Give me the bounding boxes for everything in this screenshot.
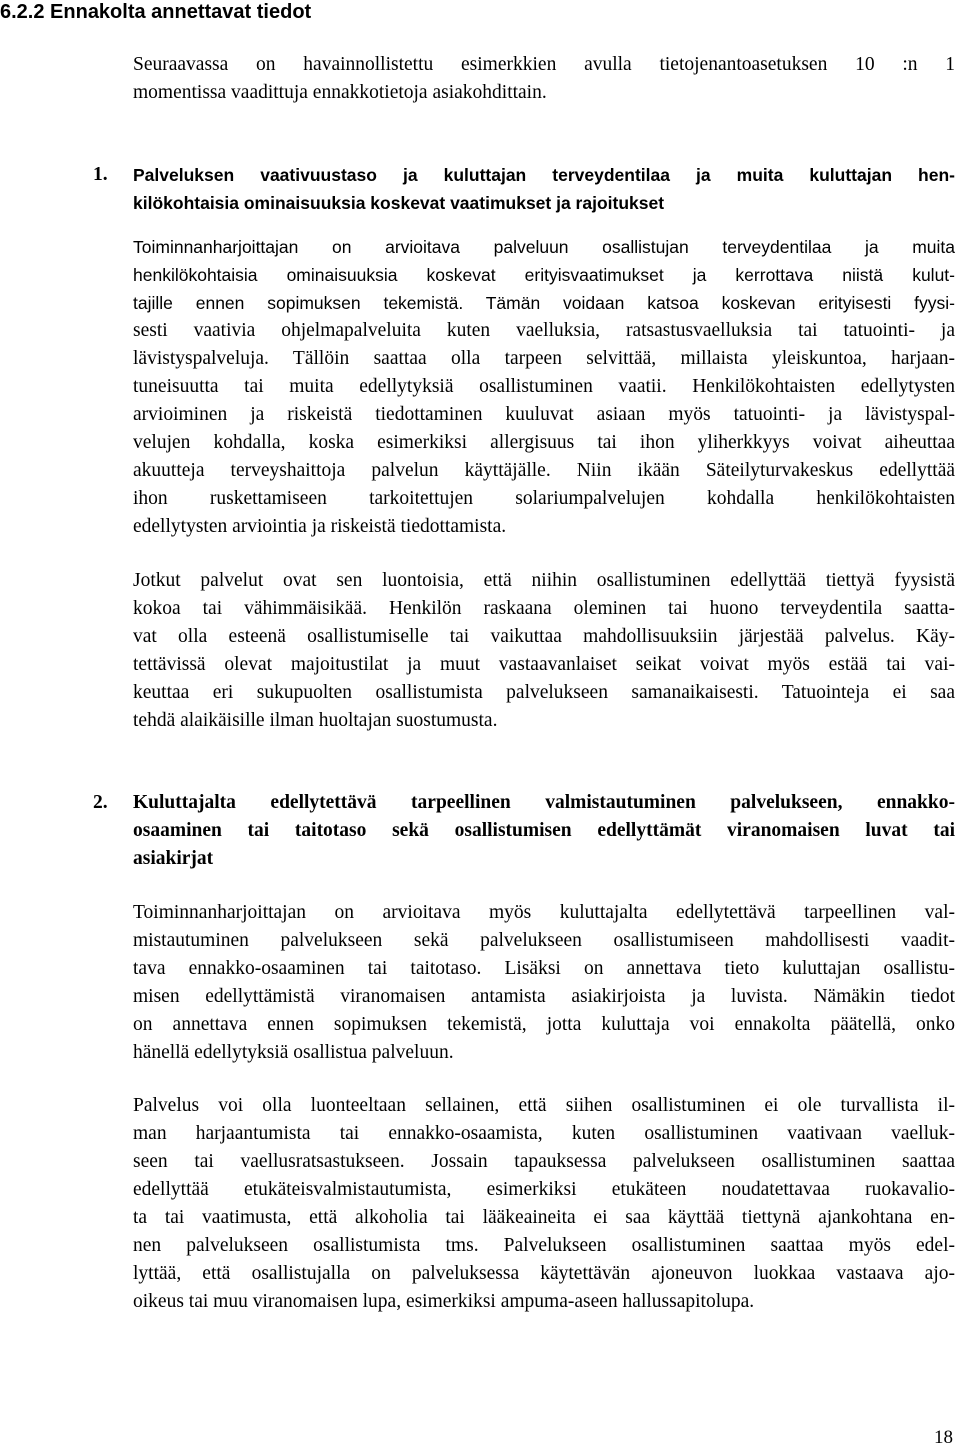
text-line: lyttää, että osallistujalla on palveluksessa käytettävän ajoneuvon luokkaa vastaava ajo- [133, 1263, 955, 1284]
item-title [133, 161, 955, 217]
text-line: Jotkut palvelut ovat sen luontoisia, että niihin osallistuminen edellyttää tiettyä fyysistä [133, 570, 955, 591]
text-line: tajille ennen sopimuksen tekemistä. Tämän voidaan katsoa koskevan erityisesti fyysi- [133, 293, 955, 313]
item-2-paragraph-1 [133, 899, 955, 1067]
title-line: Kuluttajalta edellytettävä tarpeellinen valmistautuminen palvelukseen, ennakko- [133, 792, 955, 813]
text-line: Toiminnanharjoittajan on arvioitava myös kuluttajalta edellytettävä tarpeellinen val- [133, 902, 955, 923]
text-line: seen tai vaellusratsastukseen. Jossain tapauksessa palvelukseen osallistuminen saattaa [133, 1151, 955, 1172]
text-line: tuneisuutta tai muita edellytyksiä osallistuminen vaatii. Henkilökohtaisten edellytysten [133, 376, 955, 397]
text-line: akuutteja terveyshaittoja palvelun käyttäjälle. Niin ikään Säteilyturvakeskus edellyttää [133, 460, 955, 481]
text-line: edellytysten arviointia ja riskeistä tiedottamista. [133, 516, 507, 537]
text-line: vat olla esteenä osallistumiselle tai vaikuttaa mahdollisuuksiin järjestää palvelus. Käy- [133, 626, 955, 647]
text-line: keuttaa eri sukupuolten osallistumista palvelukseen samanaikaisesti. Tatuointeja ei saa [133, 682, 955, 703]
text-line: mistautuminen palvelukseen sekä palvelukseen osallistumiseen mahdollisesti vaadit- [133, 930, 955, 951]
page-number: 18 [934, 1427, 953, 1448]
text-line: oikeus tai muu viranomaisen lupa, esimerkiksi ampuma-aseen hallussapitolupa. [133, 1291, 755, 1312]
text-line: sesti vaativia ohjelmapalveluita kuten vaelluksia, ratsastusvaelluksia tai tatuointi- ja [133, 320, 955, 341]
text-line: momentissa vaadittuja ennakkotietoja asiakohdittain. [133, 82, 547, 103]
text-line: tettävissä olevat majoitustilat ja muut vastaavanlaiset seikat voivat myös estää tai vai- [133, 654, 955, 675]
title-line: asiakirjat [133, 848, 214, 869]
text-line: kokoa tai vähimmäisikää. Henkilön raskaana oleminen tai huono terveydentila saatta- [133, 598, 955, 619]
text-line: man harjaantumista tai ennakko-osaamista, kuten osallistuminen vaativaan vaelluk- [133, 1123, 955, 1144]
item-1-paragraph-1 [133, 233, 955, 541]
text-line: edellyttää etukäteisvalmistautumista, esimerkiksi etukäteen noudatettavaa ruokavalio- [133, 1179, 955, 1200]
text-line: tehdä alaikäisille ilman huoltajan suostumusta. [133, 710, 498, 731]
section-heading: 6.2.2 Ennakolta annettavat tiedot [0, 1, 312, 23]
intro-paragraph [133, 51, 955, 107]
text-line: Toiminnanharjoittajan on arvioitava palveluun osallistujan terveydentilaa ja muita [133, 237, 955, 257]
text-line: Palvelus voi olla luonteeltaan sellainen, että siihen osallistuminen ei ole turvallista il- [133, 1095, 955, 1116]
text-line: velujen kohdalla, koska esimerkiksi allergisuus tai ihon yliherkkyys voivat aiheuttaa [133, 432, 955, 453]
text-line: ihon ruskettamiseen tarkoitettujen solariumpalvelujen kohdalla henkilökohtaisten [133, 488, 955, 509]
text-line: misen edellyttämistä viranomaisen antamista asiakirjoista ja luvista. Nämäkin tiedot [133, 986, 955, 1007]
text-line: hänellä edellytyksiä osallistua palveluun. [133, 1042, 454, 1063]
title-line: Palveluksen vaativuustaso ja kuluttajan terveydentilaa ja muita kuluttajan hen- [133, 165, 955, 185]
item-1-paragraph-2 [133, 567, 955, 735]
text-line: arvioiminen ja riskeistä tiedottaminen kuuluvat asiaan myös tatuointi- ja lävistyspal- [133, 404, 955, 425]
text-line: on annettava ennen sopimuksen tekemistä, jotta kuluttaja voi ennakolta päätellä, onko [133, 1014, 955, 1035]
title-line: kilökohtaisia ominaisuuksia koskevat vaatimukset ja rajoitukset [133, 193, 665, 213]
text-line: lävistyspalveluja. Tällöin saattaa olla tarpeen selvittää, millaista yleiskuntoa, harjaan- [133, 348, 955, 369]
item-2-paragraph-2 [133, 1092, 955, 1316]
text-line: henkilökohtaisia ominaisuuksia koskevat erityisvaatimukset ja kerrottava niistä kulut- [133, 265, 955, 285]
text-line: ta tai vaatimusta, että alkoholia tai lääkeaineita ei saa käyttää tiettynä ajankohtana en- [133, 1207, 955, 1228]
text-line: Seuraavassa on havainnollistettu esimerkkien avulla tietojenantoasetuksen 10 :n 1 [133, 54, 955, 75]
text-line: nen palvelukseen osallistumista tms. Palvelukseen osallistuminen saattaa myös edel- [133, 1235, 955, 1256]
item-number: 2. [93, 792, 108, 813]
item-number: 1. [93, 164, 108, 185]
title-line: osaaminen tai taitotaso sekä osallistumisen edellyttämät viranomaisen luvat tai [133, 820, 955, 841]
item-title [133, 789, 955, 873]
text-line: tava ennakko-osaaminen tai taitotaso. Lisäksi on annettava tieto kuluttajan osallistu- [133, 958, 955, 979]
